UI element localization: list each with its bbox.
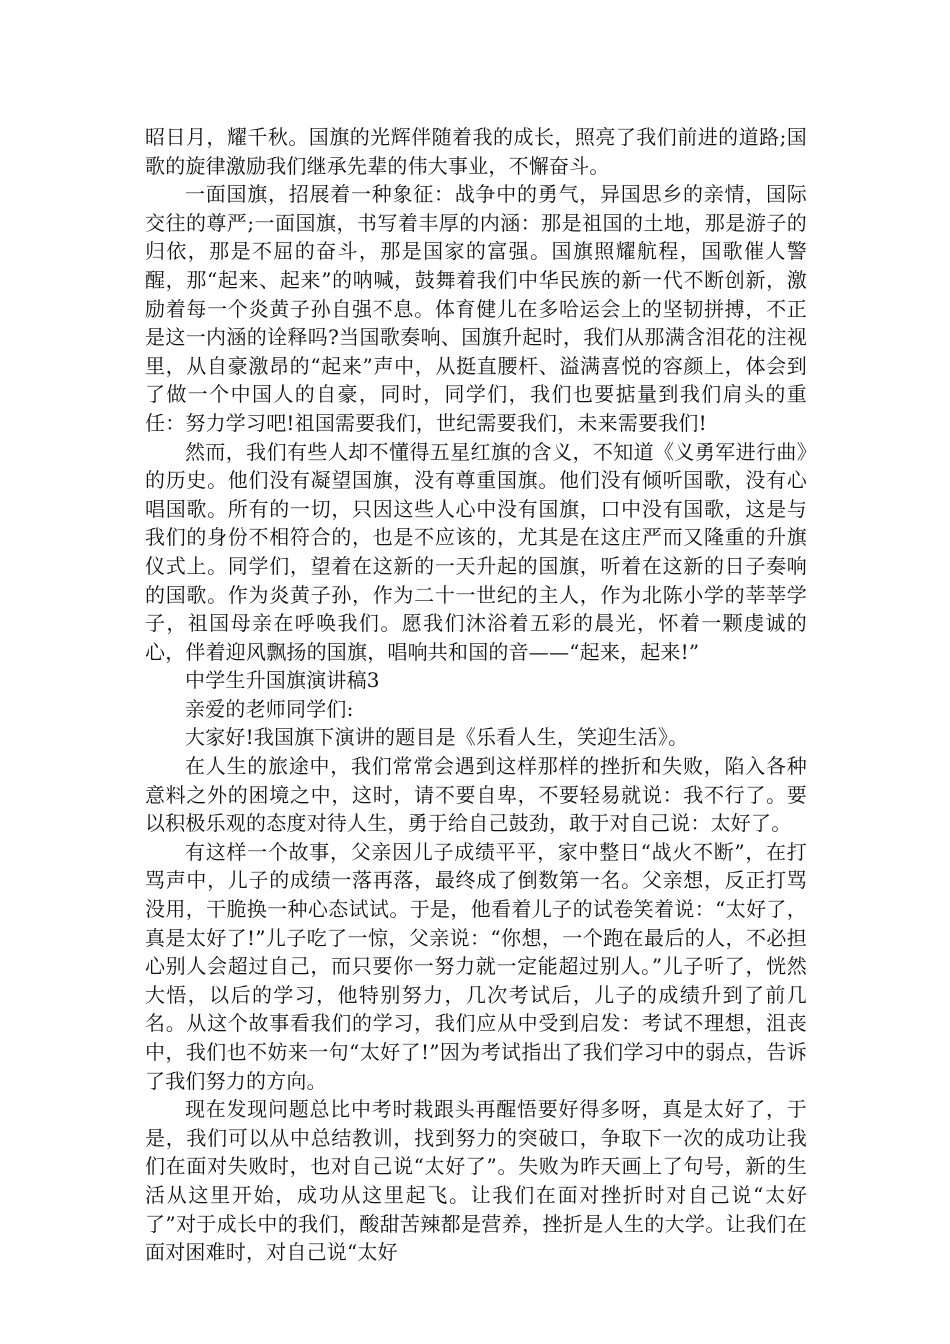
document-body: [145, 123, 807, 1267]
section-heading: 中学生升国旗演讲稿3: [185, 668, 380, 693]
paragraph: 一面国旗，招展着一种象征：战争中的勇气，异国思乡的亲情，国际交往的尊严;一面国旗，书写着丰厚的内涵：那是祖国的土地，那是游子的归依，那是不屈的奋斗，那是国家的富强。国旗照耀航程，国歌催人警醒，那“起来、起来”的呐喊，鼓舞着我们中华民族的新一代不断创新，激励着每一个炎黄子孙自强不息。体育健儿在多哈运会上的坚韧拼搏，不正是这一内涵的诠释吗?当国歌奏响、国旗升起时，我们从那满含泪花的注视里，从自豪激昂的“起来”声中，从挺直腰杆、溢满喜悦的容颜上，体会到了做一个中国人的自豪，同时，同学们，我们也要掂量到我们肩头的重任：努力学习吧!祖国需要我们，世纪需要我们，未来需要我们!: [145, 182, 807, 435]
paragraph: 然而，我们有些人却不懂得五星红旗的含义，不知道《义勇军进行曲》的历史。他们没有凝望国旗，没有尊重国旗。他们没有倾听国歌，没有心唱国歌。所有的一切，只因这些人心中没有国旗，口中没有国歌，这是与我们的身份不相符合的，也是不应该的，尤其是在这庄严而又隆重的升旗仪式上。同学们，望着在这新的一天升起的国旗，听着在这新的日子奏响的国歌。作为炎黄子孙，作为二十一世纪的主人，作为北陈小学的莘莘学子，祖国母亲在呼唤我们。愿我们沐浴着五彩的晨光，怀着一颗虔诚的心，伴着迎风飘扬的国旗，唱响共和国的音——“起来，起来!”: [145, 439, 807, 664]
paragraph: 有这样一个故事，父亲因儿子成绩平平，家中整日“战火不断”，在打骂声中，儿子的成绩一落再落，最终成了倒数第一名。父亲想，反正打骂没用，干脆换一种心态试试。于是，他看着儿子的试卷笑着说：“太好了，真是太好了!”儿子吃了一惊，父亲说：“你想，一个跑在最后的人，不必担心别人会超过自己，而只要你一努力就一定能超过别人。”儿子听了，恍然大悟，以后的学习，他特别努力，几次考试后，儿子的成绩升到了前几名。从这个故事看我们的学习，我们应从中受到启发：考试不理想，沮丧中，我们也不妨来一句“太好了!”因为考试指出了我们学习中的弱点，告诉了我们努力的方向。: [145, 839, 807, 1093]
paragraph: 现在发现问题总比中考时栽跟头再醒悟要好得多呀，真是太好了，于是，我们可以从中总结教训，找到努力的突破口，争取下一次的成功让我们在面对失败时，也对自己说“太好了”。失败为昨天画上了句号，新的生活从这里开始，成功从这里起飞。让我们在面对挫折时对自己说“太好了”对于成长中的我们，酸甜苦辣都是营养，挫折是人生的大学。让我们在面对困难时，对自己说“太好: [145, 1097, 807, 1265]
paragraph: 大家好!我国旗下演讲的题目是《乐看人生，笑迎生活》。: [185, 725, 689, 750]
paragraph: 在人生的旅途中，我们常常会遇到这样那样的挫折和失败，陷入各种意料之外的困境之中，这时，请不要自卑，不要轻易就说：我不行了。要以积极乐观的态度对待人生，勇于给自己鼓劲，敢于对自己说：太好了。: [145, 754, 807, 836]
salutation: 亲爱的老师同学们:: [185, 696, 354, 721]
paragraph: 昭日月，耀千秋。国旗的光辉伴随着我的成长，照亮了我们前进的道路;国歌的旋律激励我们继承先辈的伟大事业，不懈奋斗。: [145, 125, 807, 178]
